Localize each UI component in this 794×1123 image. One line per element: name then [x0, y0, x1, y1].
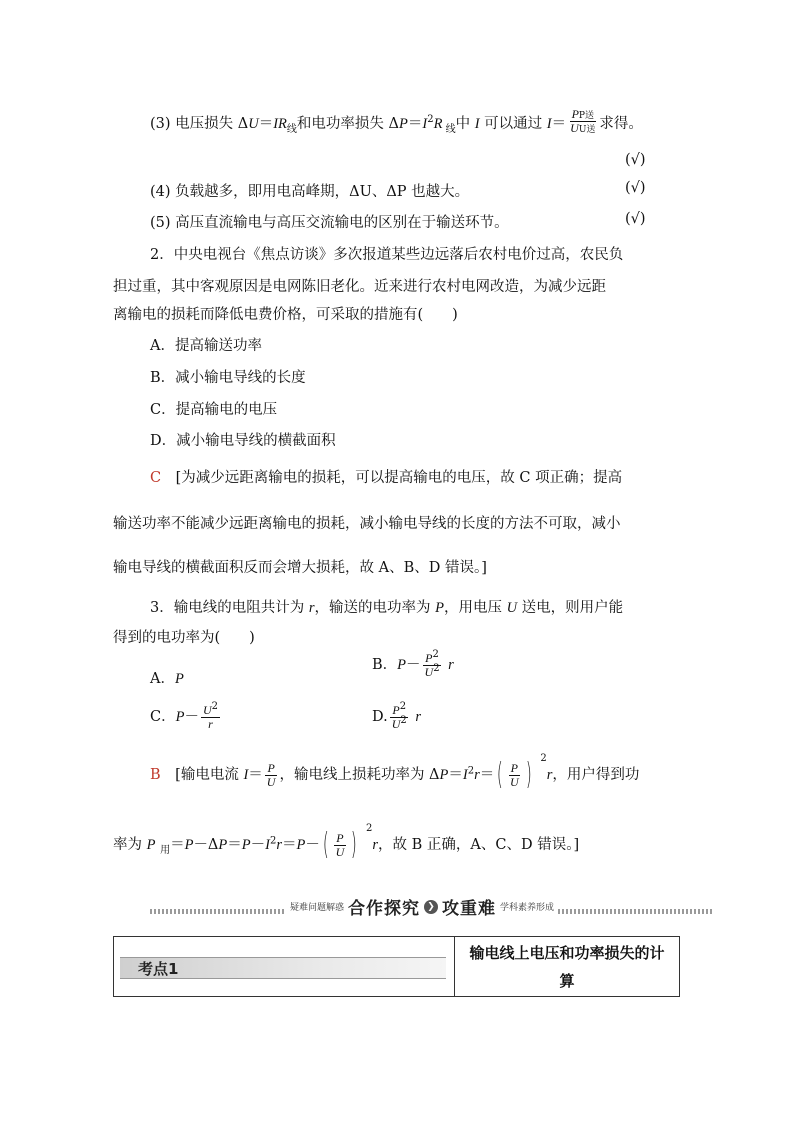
q3-explanation-line1: B [输电电流 I＝ $\frac{P}{U}$ ，输电线上损耗功率为 $\Delta P=I^2r=$( $\frac{P}{U}$ ) $^2$r，用户得到功: [150, 753, 640, 793]
item-4: (4) 负载越多，即用电高峰期，ΔU、ΔP 也越大。: [150, 184, 470, 200]
banner-title: 合作探究: [348, 899, 421, 919]
keypoint-tag: 考点1: [138, 960, 179, 978]
q3-line2: 得到的电功率为( ): [113, 630, 255, 646]
q2-line2: 担过重，其中客观原因是电网陈旧老化。近来进行农村电网改造，为减少远距: [113, 279, 606, 295]
q3-option-b: B．P－ $\frac{P^2}{U^2}$ r: [372, 649, 454, 679]
chevron-right-icon: ❯: [424, 900, 438, 914]
q3-option-c: C．P－ $\frac{U^2}{r}$: [150, 701, 219, 731]
item5-mark: (√): [625, 211, 646, 227]
q2-explanation-line3: 输电导线的横截面积反而会增大损耗，故 A、B、D 错误。]: [113, 560, 487, 576]
q2-explanation-line2: 输送功率不能减少远距离输电的损耗，减小输电导线的长度的方法不可取，减小: [113, 516, 621, 532]
q3-option-d: D. $\frac{P^2}{U^2}$ r: [372, 701, 422, 731]
q2-option-b: B．减小输电导线的长度: [150, 370, 306, 386]
q2-answer: C: [150, 470, 162, 486]
q2-explanation-line1: C [为减少远距离输电的损耗，可以提高输电的电压，故 C 项正确；提高: [150, 470, 623, 486]
item3-tail: 求得。: [599, 115, 643, 132]
item-5: (5) 高压直流输电与高压交流输电的区别在于输送环节。: [150, 215, 509, 231]
keypoint-tag-bar: [120, 957, 446, 979]
item3-denominator: UU送: [570, 121, 596, 136]
banner-left-caption: 疑难问题解惑: [290, 903, 345, 913]
keypoint-box: [113, 936, 680, 997]
q3-explanation-line2: 率为 P $_用=P-\Delta P=P-I^2r=P-$( $\frac{P}{U}$ ) $^2$r，故 B 正确，A、C、D 错误。]: [113, 823, 580, 863]
q3-answer: B: [150, 767, 161, 784]
q2-option-d: D．减小输电导线的横截面积: [150, 433, 336, 449]
q3-line1: 3．输电线的电阻共计为 r，输送的电功率为 P，用电压 U 送电，则用户能: [150, 600, 624, 616]
item4-mark: (√): [625, 180, 646, 196]
item-3: (3) 电压损失 $\Delta U=IR_线$和电功率损失 $\Delta P=I^2R$ $_线$中 I 可以通过 I＝ $\frac{\text{PP送}}{\text{UU送}}$ 求得。: [150, 107, 643, 136]
item3-numerator: PP送: [571, 107, 594, 121]
banner-title-2: 攻重难: [442, 899, 497, 919]
q2-line1: 2．中央电视台《焦点访谈》多次报道某些边远落后农村电价过高，农民负: [150, 247, 624, 263]
q2-option-c: C．提高输电的电压: [150, 402, 278, 418]
banner-right-caption: 学科素养形成: [500, 903, 555, 913]
q2-line3: 离输电的损耗而降低电费价格，可采取的措施有( ): [113, 307, 458, 323]
q2-option-a: A．提高输送功率: [150, 338, 262, 354]
keypoint-left-cell: [114, 937, 455, 996]
keypoint-title: 输电线上电压和功率损失的计算: [469, 943, 665, 990]
section-banner: [150, 894, 712, 919]
item3-mark: (√): [625, 152, 646, 168]
q3-option-a: A．P: [150, 671, 184, 687]
